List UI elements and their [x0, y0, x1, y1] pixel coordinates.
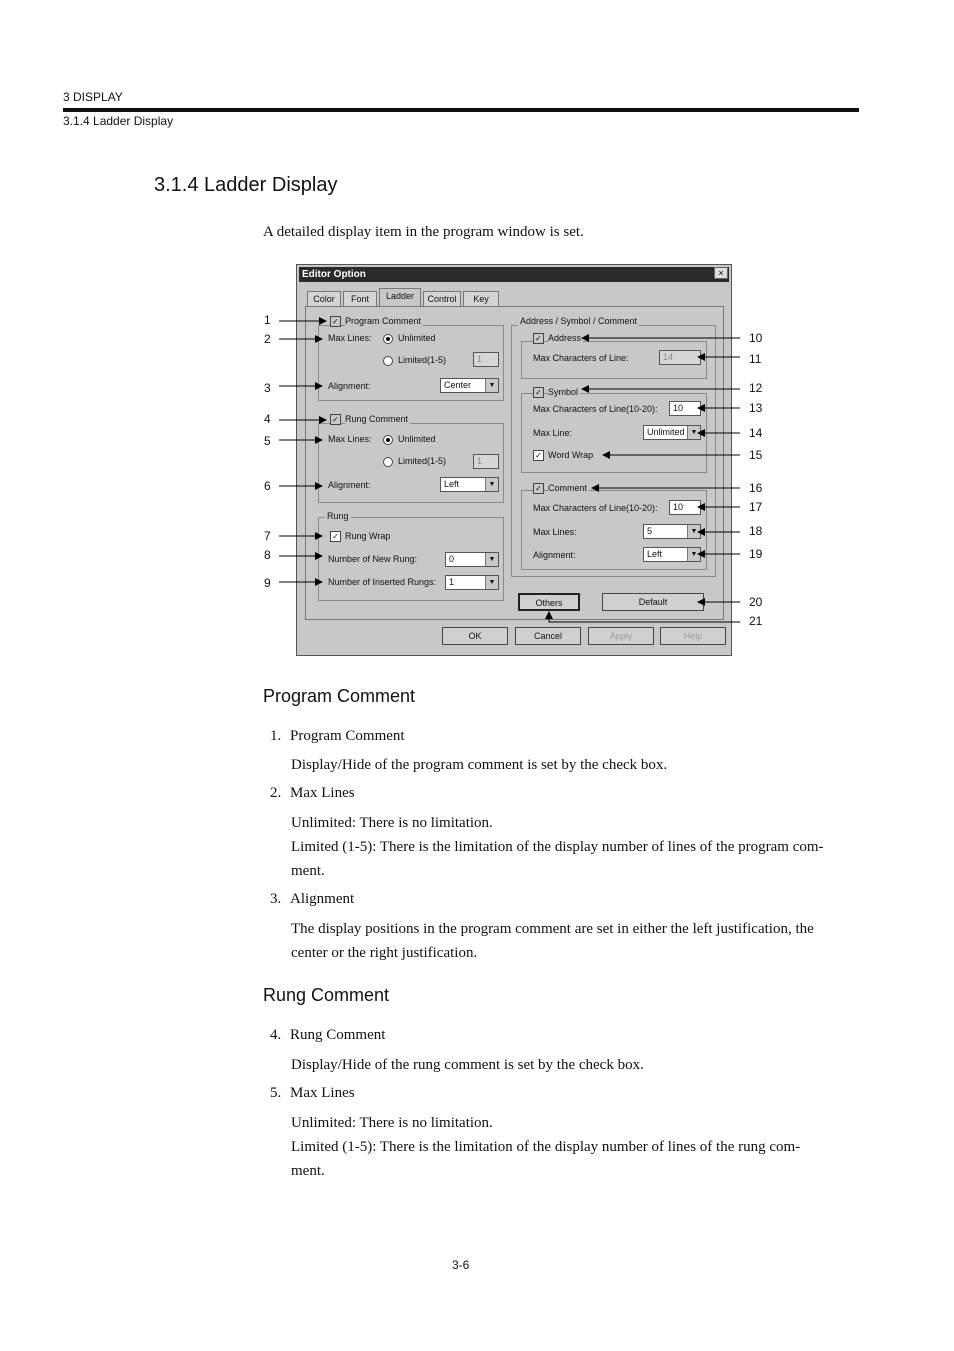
symbol-max-chars-input[interactable]: 10	[669, 401, 701, 416]
item-3-description-2: center or the right justification.	[291, 945, 478, 961]
rung-limited-input[interactable]: 1	[473, 454, 499, 469]
address-max-chars-label: Max Characters of Line:	[533, 353, 629, 363]
rung-comment-label: Rung Comment	[345, 414, 409, 424]
callout-21: 21	[749, 614, 763, 628]
list-item: 4. Rung Comment	[270, 1027, 386, 1043]
tab-key[interactable]: Key	[463, 291, 499, 307]
symbol-max-line-label: Max Line:	[533, 428, 573, 438]
rung-alignment-value: Left	[444, 479, 460, 489]
comment-alignment-value: Left	[647, 549, 663, 559]
list-item: 5. Max Lines	[270, 1085, 355, 1101]
program-max-lines-label: Max Lines:	[328, 333, 372, 343]
comment-max-lines-value: 5	[647, 526, 653, 536]
callout-5: 5	[264, 434, 271, 448]
dialog-title: Editor Option	[299, 267, 729, 282]
section-title: 3.1.4 Ladder Display	[154, 174, 338, 196]
tab-ladder[interactable]: Ladder	[379, 288, 421, 307]
callout-18: 18	[749, 524, 763, 538]
callout-4: 4	[264, 412, 271, 426]
list-item: 1. Program Comment	[270, 728, 405, 744]
rung-unlimited-label: Unlimited	[398, 434, 436, 444]
inserted-rungs-value: 1	[449, 577, 455, 587]
word-wrap-checkbox[interactable]: ✓	[533, 450, 544, 461]
comment-max-chars-label: Max Characters of Line(10-20):	[533, 503, 658, 513]
help-button[interactable]: Help	[660, 627, 726, 645]
rung-wrap-label: Rung Wrap	[345, 531, 391, 541]
section-header: 3.1.4 Ladder Display	[63, 114, 174, 128]
program-comment-heading: Program Comment	[263, 686, 416, 706]
program-alignment-value: Center	[444, 380, 472, 390]
item-5-description-1: Unlimited: There is no limitation.	[291, 1115, 493, 1131]
default-button[interactable]: Default	[602, 593, 704, 611]
chevron-down-icon: ▼	[687, 548, 700, 561]
item-2-description-2: Limited (1-5): There is the limitation of the display number of lines of the program com-	[291, 839, 824, 855]
callout-6: 6	[264, 479, 271, 493]
ok-button[interactable]: OK	[442, 627, 508, 645]
callout-3: 3	[264, 381, 271, 395]
symbol-max-chars-label: Max Characters of Line(10-20):	[533, 404, 658, 414]
chapter-header: 3 DISPLAY	[63, 90, 123, 104]
callout-12: 12	[749, 381, 763, 395]
callout-7: 7	[264, 529, 271, 543]
word-wrap-label: Word Wrap	[548, 450, 594, 460]
rung-comment-checkbox[interactable]: ✓	[330, 414, 341, 425]
rung-group-label: Rung	[327, 511, 349, 521]
callout-20: 20	[749, 595, 763, 609]
others-button[interactable]: Others	[518, 593, 580, 611]
item-2-description-3: ment.	[291, 863, 325, 879]
chevron-down-icon: ▼	[485, 379, 498, 392]
new-rung-label: Number of New Rung:	[328, 554, 418, 564]
item-5-description-2: Limited (1-5): There is the limitation of the display number of lines of the rung com-	[291, 1139, 801, 1155]
program-limited-input[interactable]: 1	[473, 352, 499, 367]
symbol-checkbox[interactable]: ✓	[533, 387, 544, 398]
intro-text: A detailed display item in the program window is set.	[263, 224, 584, 240]
callout-15: 15	[749, 448, 763, 462]
program-comment-label: Program Comment	[345, 316, 422, 326]
rung-comment-heading: Rung Comment	[263, 985, 390, 1005]
program-comment-checkbox[interactable]: ✓	[330, 316, 341, 327]
program-alignment-label: Alignment:	[328, 381, 371, 391]
item-5-description-3: ment.	[291, 1163, 325, 1179]
item-1-description: Display/Hide of the program comment is set by the check box.	[291, 757, 668, 773]
inserted-rungs-label: Number of Inserted Rungs:	[328, 577, 437, 587]
comment-alignment-label: Alignment:	[533, 550, 576, 560]
chevron-down-icon: ▼	[485, 478, 498, 491]
address-max-chars-input[interactable]: 14	[659, 350, 701, 365]
tab-control[interactable]: Control	[423, 291, 461, 307]
callout-9: 9	[264, 576, 271, 590]
cancel-button[interactable]: Cancel	[515, 627, 581, 645]
new-rung-value: 0	[449, 554, 455, 564]
apply-button[interactable]: Apply	[588, 627, 654, 645]
list-item: 2. Max Lines	[270, 785, 355, 801]
comment-label: Comment	[548, 483, 588, 493]
tab-font[interactable]: Font	[343, 291, 377, 307]
tab-color[interactable]: Color	[307, 291, 341, 307]
item-4-description: Display/Hide of the rung comment is set by the check box.	[291, 1057, 644, 1073]
chevron-down-icon: ▼	[687, 525, 700, 538]
item-3-description-1: The display positions in the program comment are set in either the left justification, the	[291, 921, 814, 937]
chevron-down-icon: ▼	[485, 553, 498, 566]
address-label: Address	[548, 333, 582, 343]
address-symbol-comment-label: Address / Symbol / Comment	[520, 316, 638, 326]
symbol-label: Symbol	[548, 387, 579, 397]
comment-max-chars-input[interactable]: 10	[669, 500, 701, 515]
callout-14: 14	[749, 426, 763, 440]
item-2-description-1: Unlimited: There is no limitation.	[291, 815, 493, 831]
rung-max-lines-label: Max Lines:	[328, 434, 372, 444]
callout-17: 17	[749, 500, 763, 514]
list-item: 3. Alignment	[270, 891, 355, 907]
callout-16: 16	[749, 481, 763, 495]
chevron-down-icon: ▼	[687, 426, 700, 439]
address-checkbox[interactable]: ✓	[533, 333, 544, 344]
comment-max-lines-label: Max Lines:	[533, 527, 577, 537]
chevron-down-icon: ▼	[485, 576, 498, 589]
rung-limited-label: Limited(1-5)	[398, 456, 447, 466]
callout-2: 2	[264, 332, 271, 346]
callout-11: 11	[749, 352, 762, 366]
callout-10: 10	[749, 331, 763, 345]
close-icon[interactable]: ×	[714, 267, 728, 279]
symbol-max-line-value: Unlimited	[647, 427, 685, 437]
rung-wrap-checkbox[interactable]: ✓	[330, 531, 341, 542]
callout-13: 13	[749, 401, 763, 415]
program-unlimited-label: Unlimited	[398, 333, 436, 343]
callout-1: 1	[264, 313, 271, 327]
comment-checkbox[interactable]: ✓	[533, 483, 544, 494]
callout-19: 19	[749, 547, 763, 561]
program-limited-label: Limited(1-5)	[398, 355, 447, 365]
page-number: 3-6	[452, 1258, 470, 1272]
callout-8: 8	[264, 548, 271, 562]
rung-alignment-label: Alignment:	[328, 480, 371, 490]
